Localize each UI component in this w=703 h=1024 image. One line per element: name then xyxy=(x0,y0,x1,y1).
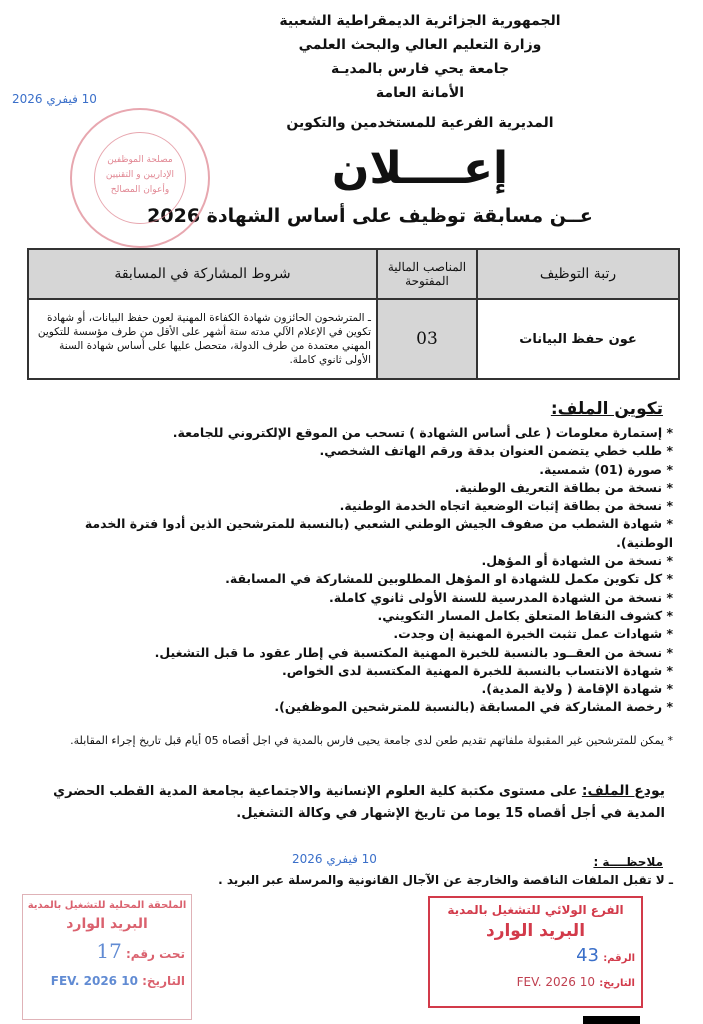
list-item: * نسخة من العقــود بالنسبة للخبرة المهنية المكتسبة في إطار عقود ما قبل التشغيل. xyxy=(154,644,673,660)
scan-black-mark xyxy=(583,1016,640,1024)
appeal-note: * يمكن للمترشحين غير المقبولة ملفاتهم تقديم طعن لدى جامعة يحيى فارس بالمدية في اجل أقصاه 05 أيام قبل تاريخ إجراء المقابلة. xyxy=(70,734,673,747)
date-stamp-middle: 10 فيفري 2026 xyxy=(292,852,377,866)
deposit-paragraph xyxy=(25,780,665,825)
list-item: * إستمارة معلومات ( على أساس الشهادة ) تسحب من الموقع الإلكتروني للجامعة. xyxy=(172,425,673,440)
list-item: * نسخة من الشهادة المدرسية للسنة الأولى ثانوي كاملة. xyxy=(329,589,673,605)
list-item: * شهادة الانتساب بالنسبة للخبرة المهنية المكتسبة لدى الخواص. xyxy=(282,662,673,678)
stamp-date: 10 FEV. 2026 xyxy=(50,974,138,988)
stamp-title: الفرع الولائي للتشغيل بالمدية xyxy=(447,903,624,917)
list-item: * نسخة من الشهادة أو المؤهل. xyxy=(481,553,673,569)
file-requirements-list xyxy=(73,424,673,717)
round-stamp-line: مصلحة الموظفين xyxy=(107,155,173,165)
col-rank: رتبة التوظيف xyxy=(477,249,679,299)
stamp-num: 43 xyxy=(576,945,600,966)
list-item: * شهادة الإقامة ( ولاية المدية). xyxy=(481,681,673,697)
header-line-1: الجمهورية الجزائرية الديمقراطية الشعبية xyxy=(279,13,561,29)
stamp-date-label: التاريخ: xyxy=(142,974,185,988)
deposit-label: يودع الملف: xyxy=(581,783,665,799)
list-item: * نسخة من بطاقة إثبات الوضعية اتجاه الخدمة الوطنية. xyxy=(339,498,673,514)
col-posts: المناصب المالية المفتوحة xyxy=(377,249,477,299)
round-stamp xyxy=(70,108,210,248)
list-item: * نسخة من بطاقة التعريف الوطنية. xyxy=(454,479,673,495)
cell-conditions: ـ المترشحون الحائزون شهادة الكفاءة المهنية لعون حفظ البيانات، أو شهادة تكوين في الإعلام الآلي مدته ستة أشهر على الأقل من طرف مؤسسة للتكوين المهني معتمدة من طرف الدولة، متحصل عليها على أساس شهادة السنة الأولى ثانوي كاملة. xyxy=(28,299,377,379)
list-item: * طلب خطي يتضمن العنوان بدقة ورقم الهاتف الشخصي. xyxy=(319,443,673,459)
list-item: * شهادة الشطب من صفوف الجيش الوطني الشعبي (بالنسبة للمترشحين الذين أدوا فترة الخدمة الوطنية). xyxy=(84,516,673,550)
cell-posts: 03 xyxy=(377,299,477,379)
remark-text: ـ لا تقبل الملفات الناقصة والخارجة عن الآجال القانونية والمرسلة عبر البريد . xyxy=(218,873,673,887)
header-line-4: الأمانة العامة xyxy=(375,85,465,101)
list-item: * رخصة المشاركة في المسابقة (بالنسبة للمترشحين الموظفين). xyxy=(274,699,673,715)
stamp-title: الملحقة المحلية للتشغيل بالمدية xyxy=(27,900,187,911)
deposit-text: على مستوى مكتبة كلية العلوم الإنسانية والاجتماعية بجامعة المدية القطب الحضري المدية في أجل أقصاه 15 يوما من تاريخ الإشهار في وكالة التشغيل. xyxy=(53,784,665,821)
stamp-local-agency xyxy=(22,894,192,1020)
header-line-3: جامعة يحي فارس بالمديـة xyxy=(330,61,510,77)
stamp-wilaya-branch xyxy=(428,896,643,1008)
stamp-date-label: التاريخ: xyxy=(599,978,635,989)
stamp-num-label: تحت رقم: xyxy=(125,947,185,961)
cell-rank: عون حفظ البيانات xyxy=(477,299,679,379)
list-item: * كل تكوين مكمل للشهادة او المؤهل المطلوبين للمشاركة في المسابقة. xyxy=(225,571,673,587)
stamp-sub: البريد الوارد xyxy=(66,916,148,932)
header-line-5: المديرية الفرعية للمستخدمين والتكوين xyxy=(286,115,554,131)
file-section-heading: تكوين الملف: xyxy=(550,399,663,419)
stamp-date: 10 FEV. 2026 xyxy=(516,975,596,989)
announcement-subtitle: عــن مسابقة توظيف على أساس الشهادة 2026 xyxy=(147,205,593,227)
header-line-2: وزارة التعليم العالي والبحث العلمي xyxy=(298,37,542,53)
list-item: * كشوف النقاط المتعلق بكامل المسار التكويني. xyxy=(377,607,673,623)
stamp-num: 17 xyxy=(96,939,122,963)
table-row xyxy=(28,299,679,379)
date-stamp-top: 10 فيفري 2026 xyxy=(12,92,97,106)
col-conditions: شروط المشاركة في المسابقة xyxy=(28,249,377,299)
round-stamp-line: وأعوان المصالح xyxy=(110,185,170,195)
positions-table xyxy=(27,248,680,380)
remark-heading: ملاحظــــة : xyxy=(593,855,663,869)
list-item: * صورة (01) شمسية. xyxy=(539,461,673,477)
announcement-title: إعــــلان xyxy=(331,143,509,194)
stamp-sub: البريد الوارد xyxy=(485,921,586,941)
round-stamp-line: الإداريين و التقنيين xyxy=(105,170,175,180)
list-item: * شهادات عمل تثبت الخبرة المهنية إن وجدت. xyxy=(393,626,673,642)
table-header-row xyxy=(28,249,679,299)
stamp-num-label: الرقم: xyxy=(603,953,635,964)
